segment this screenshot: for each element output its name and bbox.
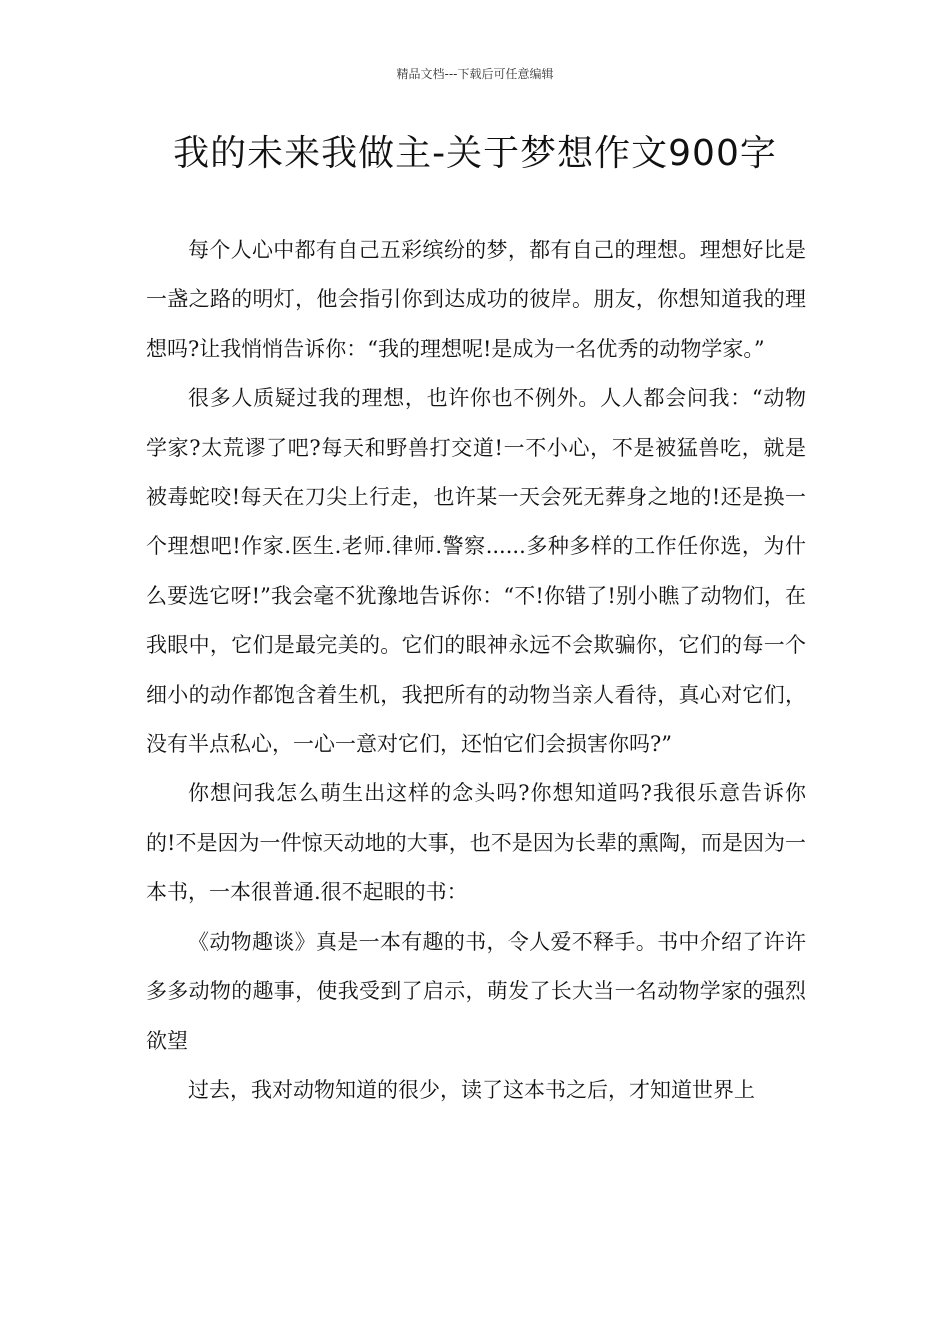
paragraph-2: 很多人质疑过我的理想，也许你也不例外。人人都会问我：“动物学家?太荒谬了吧?每天和野兽打交道!一不小心，不是被猛兽吃，就是被毒蛇咬!每天在刀尖上行走，也许某一天会死无葬身之地的!还是换一个理想吧!作家.医生.老师.律师.警察......多种多样的工作任你选，为什么要选它呀!”我会毫不犹豫地告诉你：“不!你错了!别小瞧了动物们，在我眼中，它们是最完美的。它们的眼神永远不会欺骗你，它们的每一个细小的动作都饱含着生机，我把所有的动物当亲人看待，真心对它们，没有半点私心，一心一意对它们，还怕它们会损害你吗?” bbox=[146, 386, 806, 757]
paragraph-3: 你想问我怎么萌生出这样的念头吗?你想知道吗?我很乐意告诉你的!不是因为一件惊天动地的大事，也不是因为长辈的熏陶，而是因为一本书，一本很普通.很不起眼的书： bbox=[146, 781, 806, 905]
document-title: 我的未来我做主-关于梦想作文900字 bbox=[173, 133, 777, 174]
page-header: 精品文档---下载后可任意编辑 bbox=[396, 67, 554, 81]
document-body bbox=[146, 226, 806, 1115]
paragraph-4: 《动物趣谈》真是一本有趣的书，令人爱不释手。书中介绍了许许多多动物的趣事，使我受到了启示，萌发了长大当一名动物学家的强烈欲望 bbox=[146, 929, 806, 1053]
paragraph-5: 过去，我对动物知道的很少，读了这本书之后，才知道世界上 bbox=[188, 1077, 755, 1102]
paragraph-1: 每个人心中都有自己五彩缤纷的梦，都有自己的理想。理想好比是一盏之路的明灯，他会指引你到达成功的彼岸。朋友，你想知道我的理想吗?让我悄悄告诉你：“我的理想呢!是成为一名优秀的动物学家。” bbox=[146, 238, 806, 361]
